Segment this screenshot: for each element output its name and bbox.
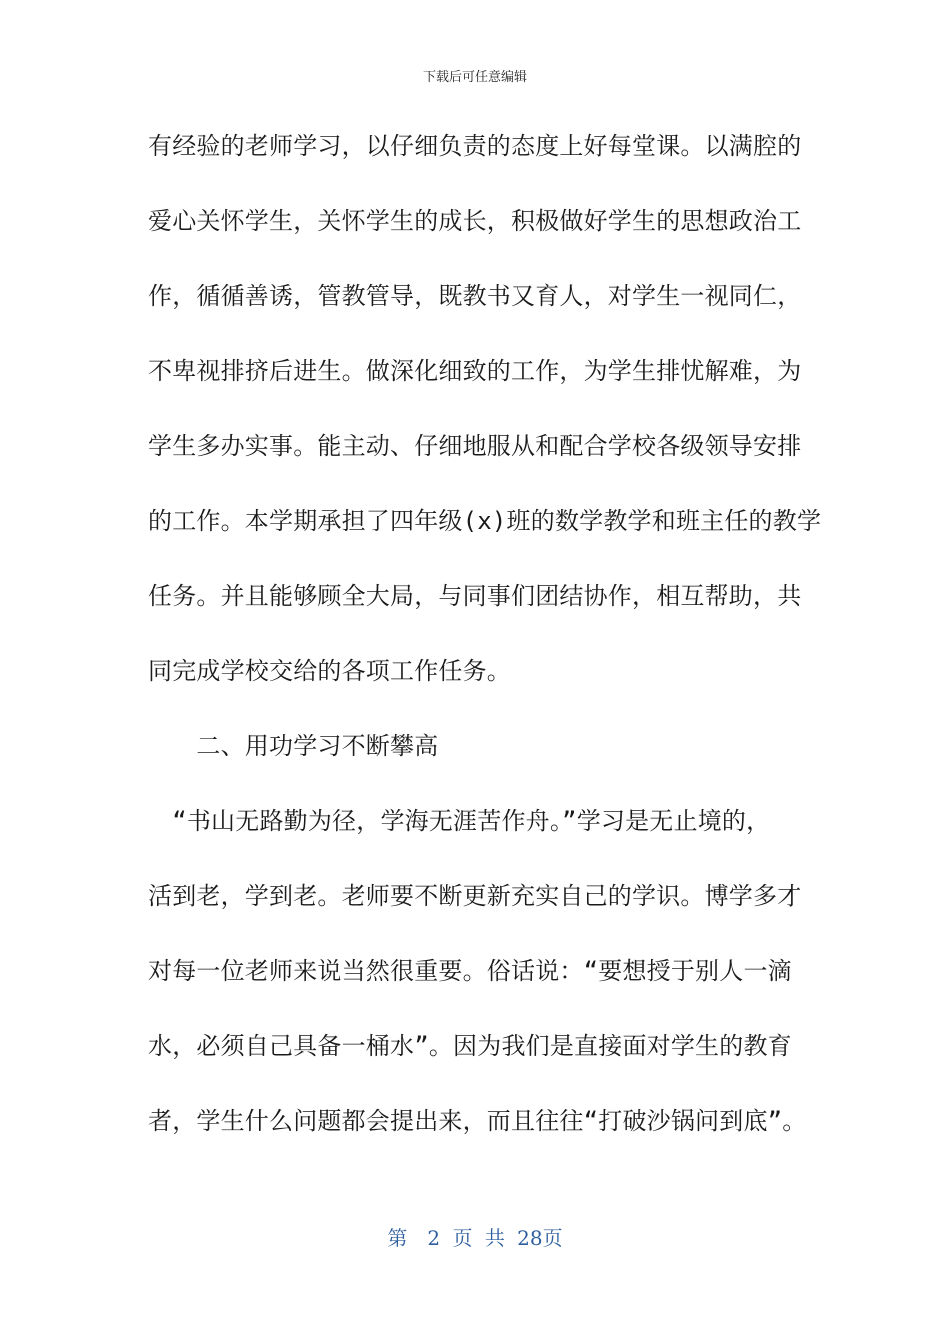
document-body [148, 126, 828, 1176]
text-line: 作，循循善诱，管教管导，既教书又育人，对学生一视同仁， [148, 282, 802, 310]
text-line: 的工作。本学期承担了四年级(x)班的数学教学和班主任的教学 [148, 507, 822, 535]
page-number: 第 2 页 共 28页 [387, 1226, 563, 1250]
text-line: 爱心关怀学生，关怀学生的成长，积极做好学生的思想政治工 [148, 207, 802, 235]
text-line: 学生多办实事。能主动、仔细地服从和配合学校各级领导安排 [148, 432, 802, 460]
text-line: 同完成学校交给的各项工作任务。 [148, 657, 511, 685]
page-header-note: 下载后可任意编辑 [422, 70, 527, 85]
text-line: 活到老，学到老。老师要不断更新充实自己的学识。博学多才 [148, 882, 802, 910]
text-line: 对每一位老师来说当然很重要。俗话说：“要想授于别人一滴 [148, 957, 792, 985]
text-line: 有经验的老师学习，以仔细负责的态度上好每堂课。以满腔的 [148, 132, 802, 160]
text-line: 不卑视排挤后进生。做深化细致的工作，为学生排忧解难，为 [148, 357, 802, 385]
text-line: 任务。并且能够顾全大局，与同事们团结协作，相互帮助，共 [148, 582, 802, 610]
section-heading: 二、用功学习不断攀高 [148, 732, 439, 760]
text-line: “书山无路勤为径，学海无涯苦作舟。”学习是无止境的， [148, 807, 771, 835]
text-line: 者，学生什么问题都会提出来，而且往往“打破沙锅问到底”。 [148, 1107, 807, 1135]
text-line: 水，必须自己具备一桶水”。因为我们是直接面对学生的教育 [148, 1032, 792, 1060]
